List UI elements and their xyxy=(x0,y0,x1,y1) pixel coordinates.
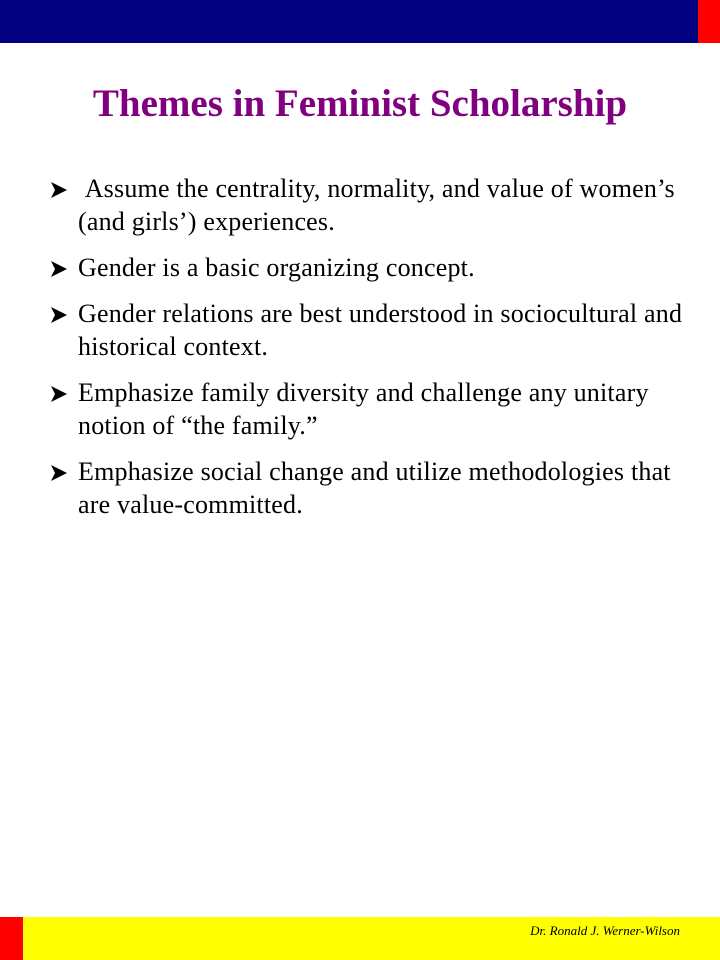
bullet-item xyxy=(48,455,698,521)
top-banner-accent xyxy=(698,0,720,43)
bullet-item xyxy=(48,251,698,284)
arrowhead-bullet-icon xyxy=(50,260,68,278)
arrowhead-bullet-icon xyxy=(50,181,68,199)
bottom-banner-accent xyxy=(0,917,23,960)
slide-title: Themes in Feminist Scholarship xyxy=(92,82,628,125)
arrowhead-bullet-icon xyxy=(50,385,68,403)
bullet-text: Emphasize family diversity and challenge any unitary notion of “the family.” xyxy=(78,378,649,440)
bullet-text: Assume the centrality, normality, and value of women’s (and girls’) experiences. xyxy=(78,174,682,236)
bullet-text: Gender relations are best understood in sociocultural and historical context. xyxy=(78,299,683,361)
bullet-text: Emphasize social change and utilize methodologies that are value-committed. xyxy=(78,457,671,519)
bullet-item xyxy=(48,376,698,442)
footer-author: Dr. Ronald J. Werner-Wilson xyxy=(530,923,680,938)
bullet-item xyxy=(48,297,698,363)
arrowhead-bullet-icon xyxy=(50,464,68,482)
bullet-item xyxy=(48,172,698,238)
arrowhead-bullet-icon xyxy=(50,306,68,324)
top-banner xyxy=(0,0,698,43)
bullet-text: Gender is a basic organizing concept. xyxy=(78,253,475,282)
bullet-list xyxy=(48,172,698,534)
